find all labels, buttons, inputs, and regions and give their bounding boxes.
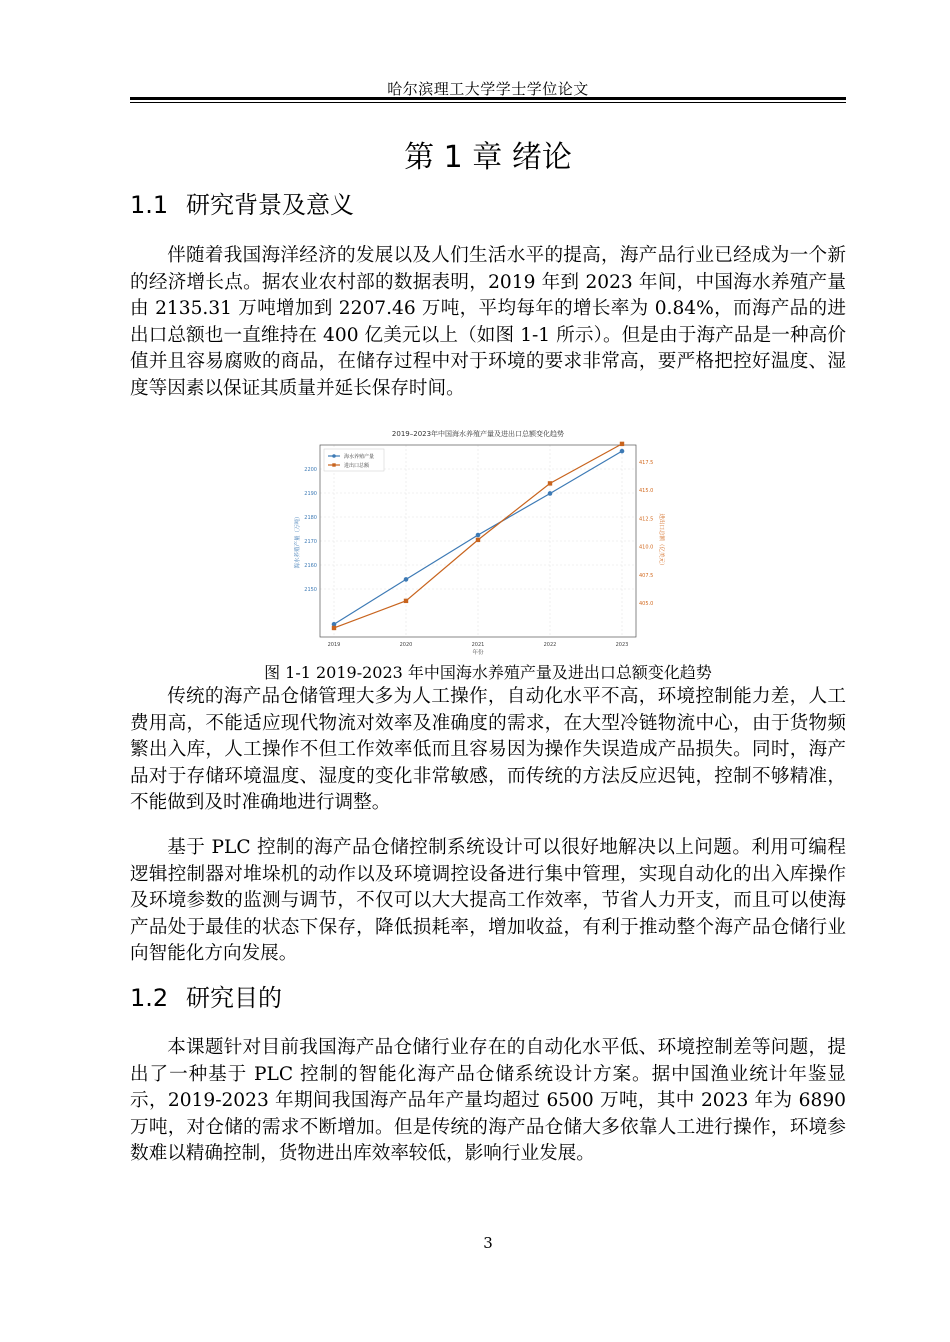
- y-right-tick-label: 417.5: [639, 459, 654, 466]
- paragraph-traditional: 传统的海产品仓储管理大多为人工操作，自动化水平不高，环境控制能力差，人工费用高，不能适应现代物流对效率及准确度的需求，在大型冷链物流中心，由于货物频繁出入库，人工操作不但工作效率低而且容易因为操作失误造成产品损失。同时，海产品对于存储环境温度、湿度的变化非常敏感，而传统的方法反应迟钝，控制不够精准，不能做到及时准确地进行调整。: [130, 686, 846, 813]
- x-tick-label: 2021: [471, 642, 485, 648]
- header-rule-thick: [130, 97, 846, 100]
- data-point: [404, 599, 408, 603]
- y-right-tick-label: 412.5: [639, 516, 654, 523]
- y-left-tick-label: 2170: [304, 539, 317, 545]
- chart-title: 2019–2023年中国海水养殖产量及进出口总额变化趋势: [391, 430, 565, 438]
- x-axis-label: 年份: [472, 650, 484, 656]
- y-left-tick-label: 2190: [304, 491, 317, 497]
- y-right-axis-label: 进出口总额（亿美元）: [658, 513, 664, 569]
- y-left-tick-label: 2160: [304, 563, 317, 569]
- y-right-tick-label: 415.0: [639, 488, 654, 495]
- x-tick-label: 2022: [543, 642, 557, 648]
- section-title: 研究背景及意义: [186, 191, 354, 219]
- data-point: [620, 449, 625, 454]
- data-point: [404, 577, 409, 582]
- legend-marker: [332, 463, 335, 466]
- legend-marker: [332, 454, 336, 458]
- paragraph-plc: 基于 PLC 控制的海产品仓储控制系统设计可以很好地解决以上问题。利用可编程逻辑控制器对堆垛机的动作以及环境调控设备进行集中管理，实现自动化的出入库操作及环境参数的监测与调节，不仅可以大大提高工作效率，节省人力开支，而且可以使海产品处于最佳的状态下保存，降低损耗率，增加收益，有利于推动整个海产品仓储行业向智能化方向发展。: [130, 837, 846, 964]
- data-point: [548, 491, 553, 496]
- data-point: [620, 442, 624, 446]
- page-number: 3: [483, 1234, 493, 1252]
- y-right-tick-label: 405.0: [639, 601, 654, 608]
- data-point: [476, 533, 481, 538]
- y-right-tick-label: 407.5: [639, 572, 654, 579]
- figure-caption: 图 1-1 2019-2023 年中国海水养殖产量及进出口总额变化趋势: [264, 663, 712, 682]
- paragraph-background: 伴随着我国海洋经济的发展以及人们生活水平的提高，海产品行业已经成为一个新的经济增长点。据农业农村部的数据表明，2019 年到 2023 年间，中国海水养殖产量由 2135.31 万吨增加到 2207.46 万吨，平均每年的增长率为 0.84%，而海产品的进出口总额也一直维持在 400 亿美元以上（如图 1-1 所示）。但是由于海产品是一种高价值并且容易腐败的商品，在储存过程中对于环境的要求非常高，要严格把控好温度、湿度等因素以保证其质量并延长保存时间。: [130, 245, 846, 399]
- legend-label: 进出口总额: [344, 463, 370, 469]
- y-left-tick-label: 2150: [304, 587, 317, 593]
- y-right-tick-label: 410.0: [639, 544, 654, 551]
- data-point: [476, 538, 480, 542]
- x-tick-label: 2020: [399, 642, 413, 648]
- data-point: [548, 481, 552, 485]
- x-tick-label: 2023: [615, 642, 629, 648]
- y-left-axis-label: 海水养殖产量（万吨）: [295, 513, 301, 569]
- x-tick-label: 2019: [327, 642, 341, 648]
- y-left-tick-label: 2180: [304, 515, 317, 521]
- header-rule-thin: [130, 102, 846, 103]
- y-left-tick-label: 2200: [304, 467, 317, 473]
- section-number: 1.1: [130, 191, 169, 219]
- chapter-title: 第 1 章 绪论: [404, 140, 572, 175]
- section-title: 研究目的: [186, 984, 282, 1012]
- legend-label: 海水养殖产量: [344, 454, 375, 460]
- running-header: 哈尔滨理工大学学士学位论文: [387, 80, 589, 98]
- section-number: 1.2: [130, 984, 169, 1012]
- line-chart: [288, 425, 668, 657]
- section-heading-1-1: [130, 185, 354, 220]
- data-point: [332, 626, 336, 630]
- section-heading-1-2: [130, 978, 282, 1013]
- paragraph-purpose: 本课题针对目前我国海产品仓储行业存在的自动化水平低、环境控制差等问题，提出了一种基于 PLC 控制的智能化海产品仓储系统设计方案。据中国渔业统计年鉴显示，2019-2023 年期间我国海产品年产量均超过 6500 万吨，其中 2023 年为 6890 万吨，对仓储的需求不断增加。但是传统的海产品仓储大多依靠人工进行操作，环境参数难以精确控制，货物进出库效率较低，影响行业发展。: [130, 1037, 846, 1164]
